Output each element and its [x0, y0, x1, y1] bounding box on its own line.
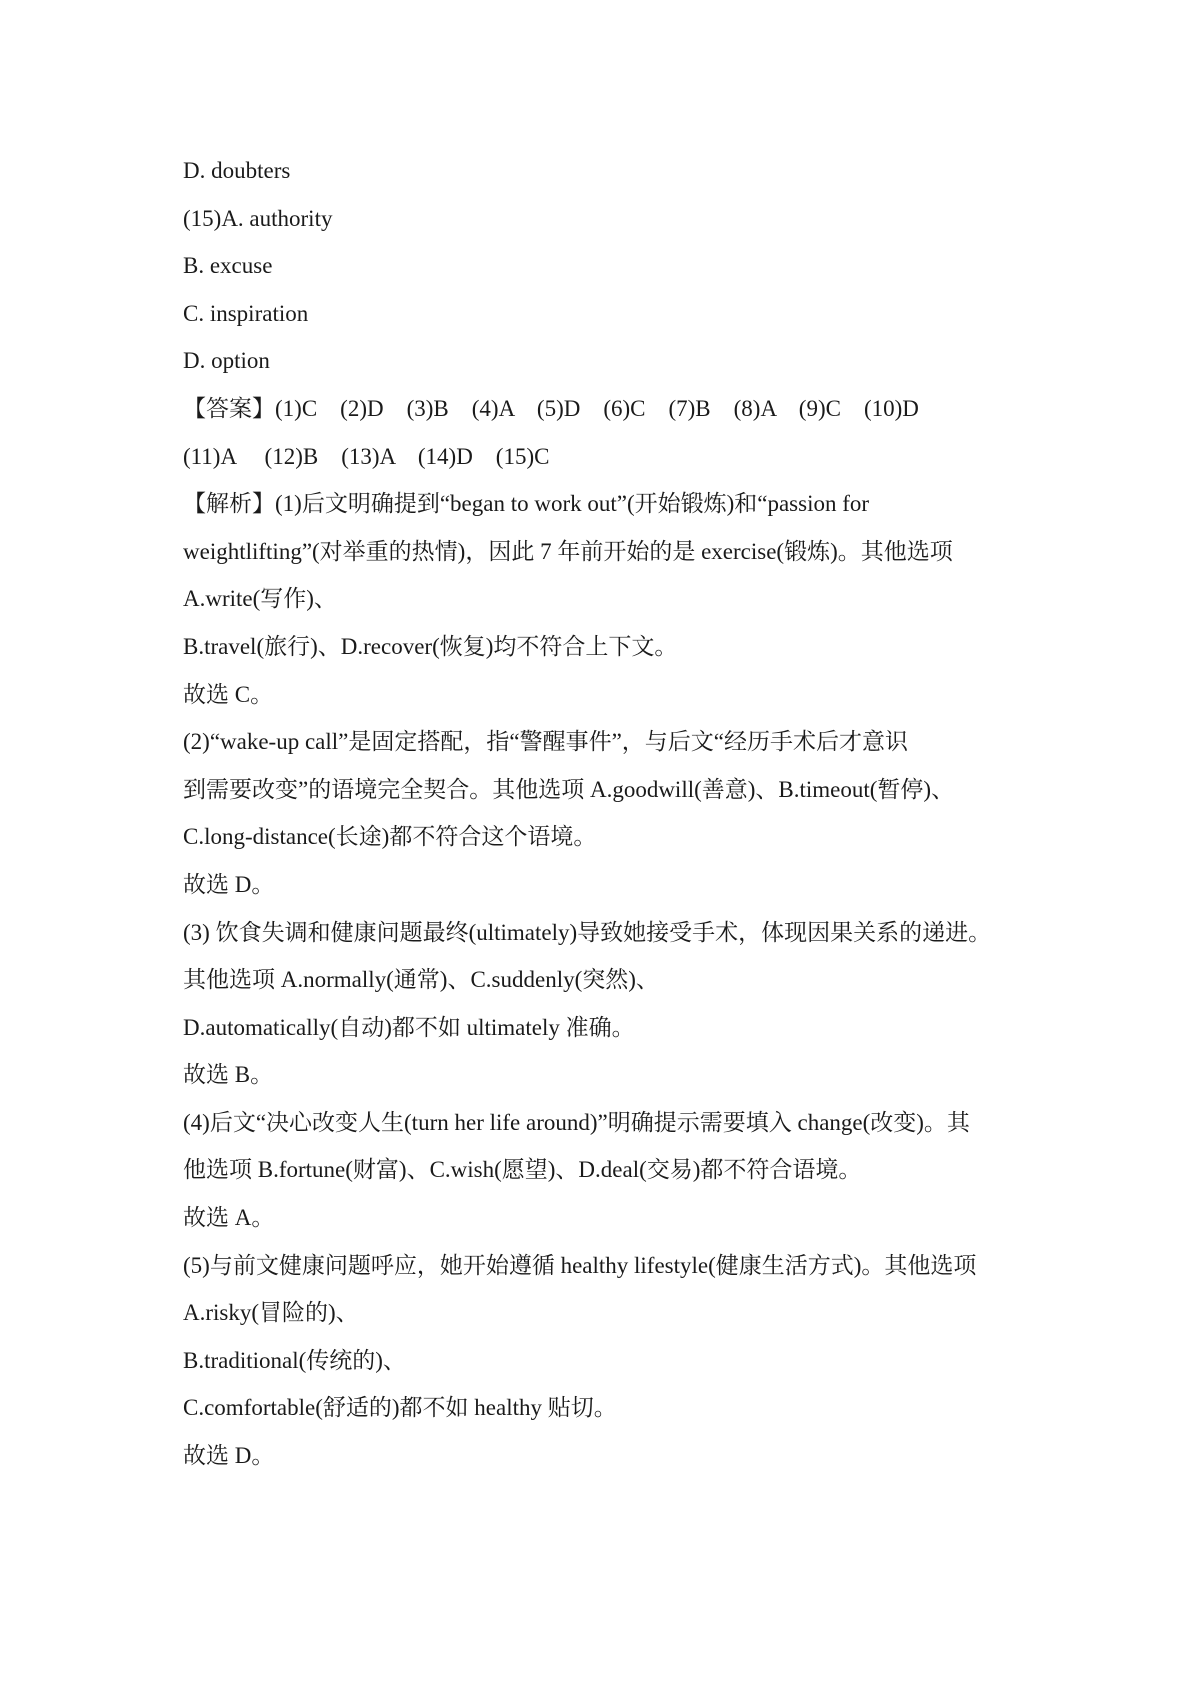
answer-values-row-2: (11)A (12)B (13)A (14)D (15)C: [183, 443, 550, 469]
analysis-q5-line-2: A.risky(冒险的)、: [183, 1300, 359, 1326]
analysis-q2-line-3: C.long-distance(长途)都不符合这个语境。: [183, 824, 597, 850]
analysis-q4-line-1: (4)后文“决心改变人生(turn her life around)”明确提示需要填入 change(改变)。其: [183, 1109, 970, 1135]
option-d-doubters: D. doubters: [183, 158, 291, 183]
analysis-heading-row: [183, 480, 1043, 528]
option-c-inspiration: C. inspiration: [183, 300, 309, 326]
analysis-q1-line-2: weightlifting”(对举重的热情)，因此 7 年前开始的是 exercise(锻炼)。其他选项: [183, 538, 953, 564]
analysis-q2-line-1: (2)“wake-up call”是固定搭配，指“警醒事件”，与后文“经历手术后才意识: [183, 729, 908, 755]
analysis-q1-line-1: (1)后文明确提到“began to work out”(开始锻炼)和“passion for: [275, 491, 870, 517]
analysis-label: 【解析】: [183, 491, 275, 518]
analysis-q5-line-4: C.comfortable(舒适的)都不如 healthy 贴切。: [183, 1395, 617, 1421]
analysis-q5-line-3: B.traditional(传统的)、: [183, 1347, 406, 1373]
analysis-q3-line-1: (3) 饮食失调和健康问题最终(ultimately)导致她接受手术，体现因果关系的递进。: [183, 919, 992, 945]
option-d-option: D. option: [183, 348, 270, 374]
analysis-q3-line-2: 其他选项 A.normally(通常)、C.suddenly(突然)、: [183, 967, 659, 993]
analysis-q3-line-3: D.automatically(自动)都不如 ultimately 准确。: [183, 1014, 635, 1040]
document-body: [183, 147, 1043, 1480]
answer-key-row: [183, 385, 1043, 433]
question-15-option-a: (15)A. authority: [183, 205, 333, 231]
analysis-q1-conclusion: 故选 C。: [183, 681, 274, 707]
analysis-q2-conclusion: 故选 D。: [183, 871, 275, 897]
analysis-q2-line-2: 到需要改变”的语境完全契合。其他选项 A.goodwill(善意)、B.timeout(暂停)、: [183, 776, 955, 802]
option-b-excuse: B. excuse: [183, 253, 273, 279]
analysis-q1-line-4: B.travel(旅行)、D.recover(恢复)均不符合上下文。: [183, 633, 678, 659]
answer-values-row-1: (1)C (2)D (3)B (4)A (5)D (6)C (7)B (8)A (9)C (10)D: [275, 395, 919, 421]
analysis-q3-conclusion: 故选 B。: [183, 1062, 274, 1088]
analysis-q5-conclusion: 故选 D。: [183, 1443, 275, 1469]
analysis-q1-line-3: A.write(写作)、: [183, 586, 337, 612]
answer-label: 【答案】: [183, 395, 275, 422]
analysis-q4-conclusion: 故选 A。: [183, 1205, 275, 1231]
analysis-q5-line-1: (5)与前文健康问题呼应，她开始遵循 healthy lifestyle(健康生活方式)。其他选项: [183, 1252, 977, 1278]
analysis-q4-line-2: 他选项 B.fortune(财富)、C.wish(愿望)、D.deal(交易)都不符合语境。: [183, 1157, 862, 1183]
